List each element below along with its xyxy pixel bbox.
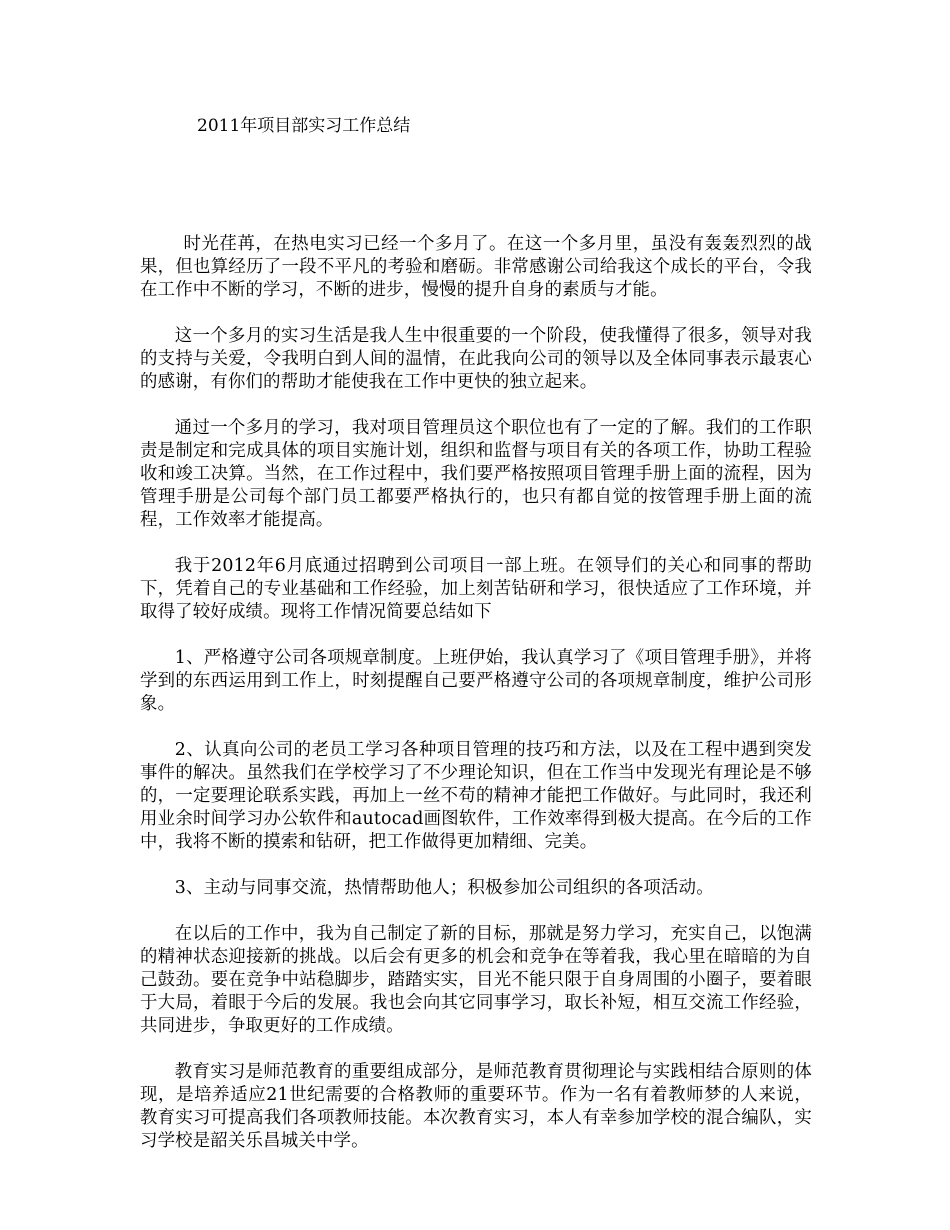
paragraph-gratitude: 这一个多月的实习生活是我人生中很重要的一个阶段，使我懂得了很多，领导对我的支持与关爱，令我明白到人间的温情，在此我向公司的领导以及全体同事表示最衷心的感谢，有你们的帮助才能使我在工作中更快的独立起来。 <box>140 326 812 392</box>
document-title: 2011年项目部实习工作总结 <box>197 116 411 136</box>
paragraph-item-3: 3、主动与同事交流，热情帮助他人；积极参加公司组织的各项活动。 <box>174 878 714 898</box>
paragraph-work-summary: 我于2012年6月底通过招聘到公司项目一部上班。在领导们的关心和同事的帮助下，凭着自己的专业基础和工作经验，加上刻苦钻研和学习，很快适应了工作环境，并取得了较好成绩。现将工作情况简要总结如下 <box>140 556 812 622</box>
paragraph-job-duties: 通过一个多月的学习，我对项目管理员这个职位也有了一定的了解。我们的工作职责是制定和完成具体的项目实施计划，组织和监督与项目有关的各项工作，协助工程验收和竣工决算。当然，在工作过程中，我们要严格按照项目管理手册上面的流程，因为管理手册是公司每个部门员工都要严格执行的，也只有都自觉的按管理手册上面的流程，工作效率才能提高。 <box>140 418 812 530</box>
paragraph-teaching-practice: 教育实习是师范教育的重要组成部分，是师范教育贯彻理论与实践相结合原则的体现，是培养适应21世纪需要的合格教师的重要环节。作为一名有着教师梦的人来说，教育实习可提高我们各项教师技能。本次教育实习，本人有幸参加学校的混合编队，实习学校是韶关乐昌城关中学。 <box>140 1062 812 1151</box>
paragraph-future-goals: 在以后的工作中，我为自己制定了新的目标，那就是努力学习，充实自己，以饱满的精神状态迎接新的挑战。以后会有更多的机会和竞争在等着我，我心里在暗暗的为自己鼓劲。要在竞争中站稳脚步，踏踏实实，目光不能只限于自身周围的小圈子，要着眼于大局，着眼于今后的发展。我也会向其它同事学习，取长补短，相互交流工作经验，共同进步，争取更好的工作成绩。 <box>140 924 812 1036</box>
document-body <box>140 233 812 1176</box>
paragraph-item-1: 1、严格遵守公司各项规章制度。上班伊始，我认真学习了《项目管理手册》，并将学到的东西运用到工作上，时刻提醒自己要严格遵守公司的各项规章制度，维护公司形象。 <box>140 648 812 714</box>
paragraph-intro: 时光荏苒，在热电实习已经一个多月了。在这一个多月里，虽没有轰轰烈烈的战果，但也算经历了一段不平凡的考验和磨砺。非常感谢公司给我这个成长的平台，令我在工作中不断的学习，不断的进步，慢慢的提升自身的素质与才能。 <box>140 234 812 300</box>
paragraph-item-2: 2、认真向公司的老员工学习各种项目管理的技巧和方法，以及在工程中遇到突发事件的解决。虽然我们在学校学习了不少理论知识，但在工作当中发现光有理论是不够的，一定要理论联系实践，再加上一丝不苟的精神才能把工作做好。与此同时，我还利用业余时间学习办公软件和autocad画图软件，工作效率得到极大提高。在今后的工作中，我将不断的摸索和钻研，把工作做得更加精细、完美。 <box>140 740 812 852</box>
